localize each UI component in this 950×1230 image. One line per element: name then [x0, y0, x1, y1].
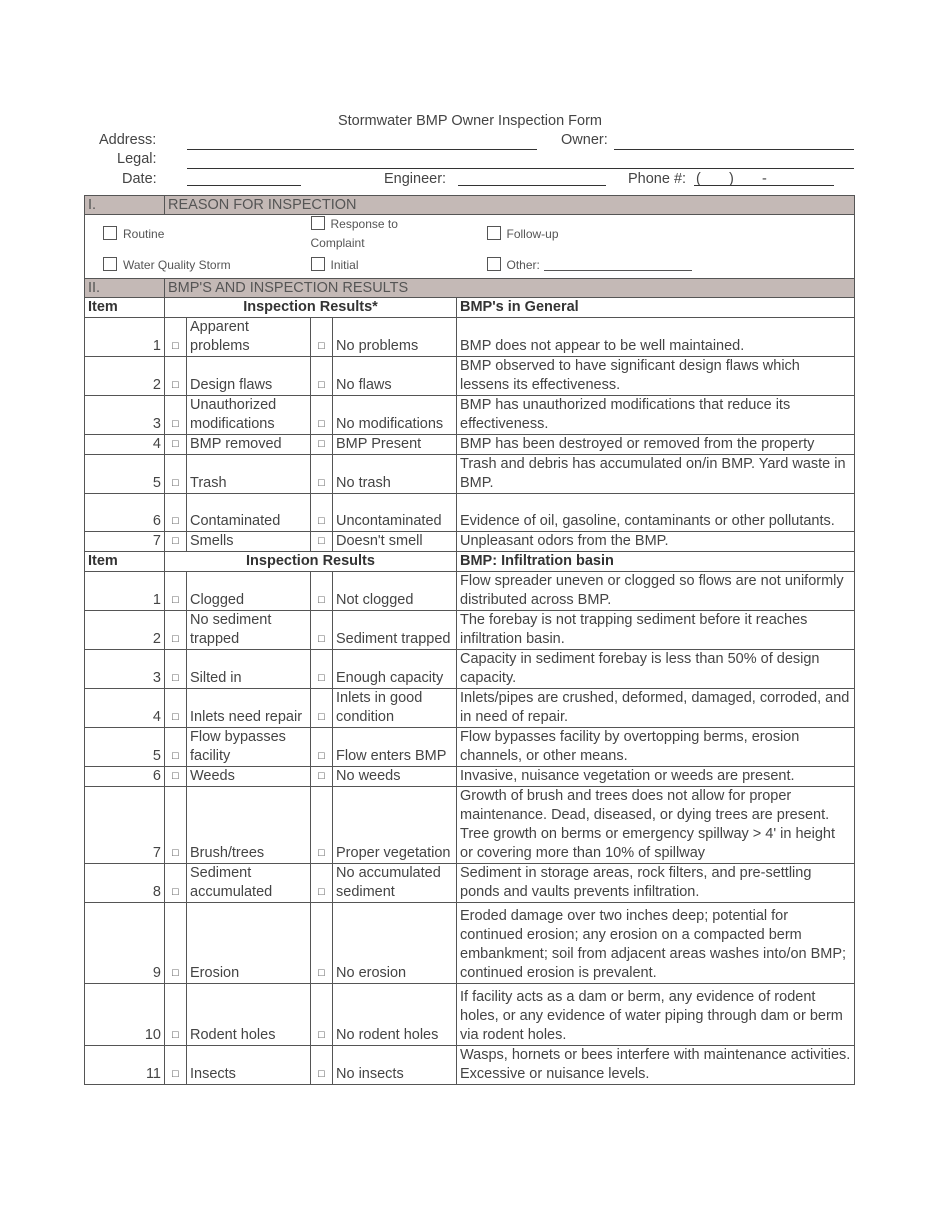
table-row: [85, 903, 855, 984]
column-inspection-results: Inspection Results*: [165, 298, 457, 318]
problem-checkbox[interactable]: □: [165, 455, 187, 494]
item-number: 7: [85, 787, 165, 864]
phone-field[interactable]: [694, 185, 834, 186]
table-row: [85, 689, 855, 728]
problem-checkbox[interactable]: □: [165, 494, 187, 532]
item-number: 4: [85, 435, 165, 455]
reason-option-routine[interactable]: [85, 215, 311, 254]
reason-option-complaint[interactable]: [311, 215, 457, 254]
ok-checkbox[interactable]: □: [311, 787, 333, 864]
item-number: 3: [85, 396, 165, 435]
problem-label: Sediment accumulated: [187, 864, 311, 903]
date-label: Date:: [122, 171, 157, 187]
general-bmp-table: [85, 298, 855, 552]
table-row: [85, 396, 855, 435]
ok-label: No weeds: [333, 767, 457, 787]
section-1-number: I.: [85, 196, 165, 215]
problem-checkbox[interactable]: □: [165, 864, 187, 903]
address-label: Address:: [99, 132, 157, 148]
description: BMP does not appear to be well maintained.: [457, 318, 855, 357]
ok-checkbox[interactable]: □: [311, 494, 333, 532]
description: Flow bypasses facility by overtopping berms, erosion channels, or other means.: [457, 728, 855, 767]
ok-label: Uncontaminated: [333, 494, 457, 532]
problem-checkbox[interactable]: □: [165, 650, 187, 689]
description: Evidence of oil, gasoline, contaminants or other pollutants.: [457, 494, 855, 532]
table-row: [85, 357, 855, 396]
ok-label: Inlets in good condition: [333, 689, 457, 728]
ok-checkbox[interactable]: □: [311, 1046, 333, 1085]
problem-checkbox[interactable]: □: [165, 903, 187, 984]
ok-label: Enough capacity: [333, 650, 457, 689]
routine-checkbox[interactable]: [103, 226, 117, 240]
table-row: [85, 650, 855, 689]
page-title: Stormwater BMP Owner Inspection Form: [337, 113, 603, 129]
ok-label: No accumulated sediment: [333, 864, 457, 903]
ok-checkbox[interactable]: □: [311, 984, 333, 1046]
engineer-label: Engineer:: [384, 171, 447, 187]
routine-label: Routine: [123, 226, 165, 241]
ok-checkbox[interactable]: □: [311, 318, 333, 357]
ok-checkbox[interactable]: □: [311, 572, 333, 611]
problem-label: Unauthorized modifications: [187, 396, 311, 435]
ok-label: No flaws: [333, 357, 457, 396]
reason-option-initial[interactable]: [311, 253, 457, 279]
problem-label: Flow bypasses facility: [187, 728, 311, 767]
description: BMP observed to have significant design flaws which lessens its effectiveness.: [457, 357, 855, 396]
table-row: [85, 787, 855, 864]
ok-checkbox[interactable]: □: [311, 455, 333, 494]
column-description: BMP's in General: [457, 298, 855, 318]
inspection-form-table: [84, 195, 855, 1085]
problem-label: BMP removed: [187, 435, 311, 455]
problem-label: Contaminated: [187, 494, 311, 532]
legal-field[interactable]: [187, 168, 854, 169]
ok-checkbox[interactable]: □: [311, 728, 333, 767]
problem-label: Silted in: [187, 650, 311, 689]
table-row: [85, 435, 855, 455]
problem-label: Inlets need repair: [187, 689, 311, 728]
table-header-row: [85, 298, 855, 318]
ok-checkbox[interactable]: □: [311, 396, 333, 435]
reason-option-water-quality-storm[interactable]: [85, 253, 311, 279]
owner-field[interactable]: [614, 149, 854, 150]
description: Capacity in sediment forebay is less than 50% of design capacity.: [457, 650, 855, 689]
column-inspection-results: Inspection Results: [165, 552, 457, 572]
problem-checkbox[interactable]: □: [165, 572, 187, 611]
table-row: [85, 864, 855, 903]
description: BMP has unauthorized modifications that reduce its effectiveness.: [457, 396, 855, 435]
ok-checkbox[interactable]: □: [311, 864, 333, 903]
problem-checkbox[interactable]: □: [165, 318, 187, 357]
description: Unpleasant odors from the BMP.: [457, 532, 855, 552]
problem-checkbox[interactable]: □: [165, 435, 187, 455]
initial-label: Initial: [330, 258, 359, 272]
ok-checkbox[interactable]: □: [311, 650, 333, 689]
item-number: 10: [85, 984, 165, 1046]
description: BMP has been destroyed or removed from the property: [457, 435, 855, 455]
table-row: [85, 532, 855, 552]
problem-checkbox[interactable]: □: [165, 689, 187, 728]
phone-label: Phone #:: [628, 171, 687, 187]
problem-label: Rodent holes: [187, 984, 311, 1046]
item-number: 9: [85, 903, 165, 984]
problem-checkbox[interactable]: □: [165, 1046, 187, 1085]
ok-label: Sediment trapped: [333, 611, 457, 650]
item-number: 5: [85, 455, 165, 494]
problem-checkbox[interactable]: □: [165, 357, 187, 396]
ok-checkbox[interactable]: □: [311, 903, 333, 984]
ok-label: Not clogged: [333, 572, 457, 611]
description: Invasive, nuisance vegetation or weeds are present.: [457, 767, 855, 787]
description: Trash and debris has accumulated on/in BMP. Yard waste in BMP.: [457, 455, 855, 494]
problem-label: Trash: [187, 455, 311, 494]
description: If facility acts as a dam or berm, any evidence of rodent holes, or any evidence of water piping through dam or berm via rodent holes.: [457, 984, 855, 1046]
description: The forebay is not trapping sediment before it reaches infiltration basin.: [457, 611, 855, 650]
problem-checkbox[interactable]: □: [165, 787, 187, 864]
section-2-title: BMP'S AND INSPECTION RESULTS: [165, 279, 855, 298]
ok-checkbox[interactable]: □: [311, 357, 333, 396]
item-number: 3: [85, 650, 165, 689]
ok-checkbox[interactable]: □: [311, 435, 333, 455]
reason-option-other[interactable]: [457, 253, 855, 279]
column-description: BMP: Infiltration basin: [457, 552, 855, 572]
table-row: [85, 767, 855, 787]
legal-label: Legal:: [117, 151, 157, 167]
item-number: 8: [85, 864, 165, 903]
table-row: [85, 611, 855, 650]
problem-label: Smells: [187, 532, 311, 552]
water-quality-storm-checkbox[interactable]: [103, 257, 117, 271]
ok-label: No trash: [333, 455, 457, 494]
ok-label: No erosion: [333, 903, 457, 984]
section-results-header: [85, 279, 855, 298]
table-row: [85, 728, 855, 767]
complaint-checkbox[interactable]: [311, 216, 325, 230]
description: Wasps, hornets or bees interfere with maintenance activities. Excessive or nuisance levels.: [457, 1046, 855, 1085]
follow-up-checkbox[interactable]: [487, 226, 501, 240]
item-number: 2: [85, 357, 165, 396]
item-number: 2: [85, 611, 165, 650]
table-row: [85, 984, 855, 1046]
engineer-field[interactable]: [458, 185, 606, 186]
column-item: Item: [85, 552, 165, 572]
follow-up-label: Follow-up: [506, 226, 559, 241]
ok-checkbox[interactable]: □: [311, 532, 333, 552]
problem-label: Erosion: [187, 903, 311, 984]
section-1-title: REASON FOR INSPECTION: [165, 196, 855, 215]
other-field[interactable]: [544, 258, 692, 271]
ok-label: No problems: [333, 318, 457, 357]
water-quality-storm-label: Water Quality Storm: [123, 258, 231, 272]
infiltration-basin-table: [85, 552, 855, 1085]
problem-checkbox[interactable]: □: [165, 532, 187, 552]
ok-checkbox[interactable]: □: [311, 689, 333, 728]
item-number: 4: [85, 689, 165, 728]
ok-checkbox[interactable]: □: [311, 767, 333, 787]
item-number: 1: [85, 318, 165, 357]
problem-checkbox[interactable]: □: [165, 396, 187, 435]
problem-label: Clogged: [187, 572, 311, 611]
address-field[interactable]: [187, 149, 537, 150]
problem-checkbox[interactable]: □: [165, 767, 187, 787]
problem-label: Weeds: [187, 767, 311, 787]
problem-checkbox[interactable]: □: [165, 611, 187, 650]
table-row: [85, 455, 855, 494]
item-number: 1: [85, 572, 165, 611]
problem-checkbox[interactable]: □: [165, 984, 187, 1046]
ok-label: Doesn't smell: [333, 532, 457, 552]
problem-label: No sediment trapped: [187, 611, 311, 650]
other-label: Other:: [506, 258, 540, 272]
column-item: Item: [85, 298, 165, 318]
ok-label: No insects: [333, 1046, 457, 1085]
problem-label: Insects: [187, 1046, 311, 1085]
initial-checkbox[interactable]: [311, 257, 325, 271]
description: Growth of brush and trees does not allow for proper maintenance. Dead, diseased, or dying trees are present. Tree growth on berms or emergency spillway > 4' in height or covering more than 10% of spillway: [457, 787, 855, 864]
description: Flow spreader uneven or clogged so flows are not uniformly distributed across BMP.: [457, 572, 855, 611]
description: Eroded damage over two inches deep; potential for continued erosion; any erosion on a compacted berm embankment; soil from adjacent areas washes into/on BMP; continued erosion is prevalent.: [457, 903, 855, 984]
phone-template: ( ) -: [696, 171, 767, 187]
table-header-row: [85, 552, 855, 572]
item-number: 5: [85, 728, 165, 767]
item-number: 6: [85, 494, 165, 532]
ok-checkbox[interactable]: □: [311, 611, 333, 650]
problem-label: Brush/trees: [187, 787, 311, 864]
reason-row: [85, 253, 855, 279]
ok-label: BMP Present: [333, 435, 457, 455]
description: Inlets/pipes are crushed, deformed, damaged, corroded, and in need of repair.: [457, 689, 855, 728]
item-number: 6: [85, 767, 165, 787]
item-number: 11: [85, 1046, 165, 1085]
ok-label: No rodent holes: [333, 984, 457, 1046]
section-reason-header: [85, 196, 855, 215]
table-row: [85, 572, 855, 611]
complaint-label: Response to Complaint: [310, 217, 398, 250]
table-row: [85, 318, 855, 357]
other-checkbox[interactable]: [487, 257, 501, 271]
item-number: 7: [85, 532, 165, 552]
ok-label: No modifications: [333, 396, 457, 435]
description: Sediment in storage areas, rock filters, and pre-settling ponds and vaults prevents infiltration.: [457, 864, 855, 903]
problem-checkbox[interactable]: □: [165, 728, 187, 767]
owner-label: Owner:: [561, 132, 608, 148]
date-field[interactable]: [187, 185, 301, 186]
reason-row: [85, 215, 855, 254]
reason-option-follow-up[interactable]: [457, 215, 855, 254]
problem-label: Apparent problems: [187, 318, 311, 357]
ok-label: Flow enters BMP: [333, 728, 457, 767]
section-2-number: II.: [85, 279, 165, 298]
table-row: [85, 494, 855, 532]
problem-label: Design flaws: [187, 357, 311, 396]
ok-label: Proper vegetation: [333, 787, 457, 864]
table-row: [85, 1046, 855, 1085]
